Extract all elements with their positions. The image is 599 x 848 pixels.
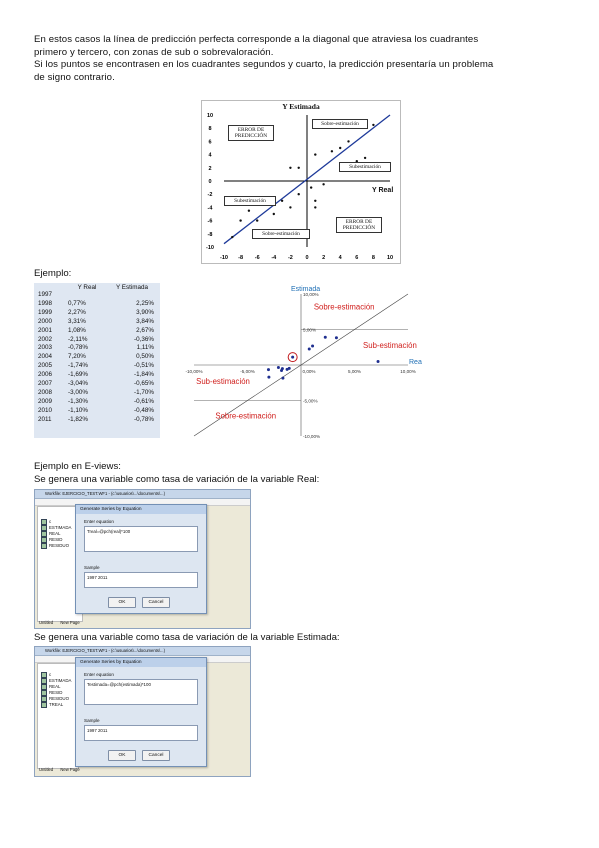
- table-cell-year: 2007: [38, 380, 53, 388]
- sub-right-label: Subestimación: [339, 162, 391, 172]
- diagram-point: [256, 219, 258, 221]
- workfile-object-name: ESTIMADA: [49, 525, 72, 531]
- table-row: [36, 300, 158, 309]
- table-header-year: [36, 283, 68, 291]
- eviews2-window-title: Workfile: EJERCICIO_TEST.WF1 - (c:\usuarios\...\documents\...): [45, 648, 165, 653]
- sobre-bottom-label: Sobre-estimación: [252, 229, 310, 239]
- diagram-y-tick: 2: [208, 165, 212, 172]
- diagram-point: [310, 186, 312, 188]
- table-cell-year: 1998: [38, 299, 53, 307]
- chart-x-tick: -5,00%: [240, 369, 255, 374]
- table-cell-year: 1997: [38, 291, 53, 298]
- chart-point: [324, 336, 327, 339]
- workfile-object-name: RESIDUO: [49, 543, 70, 549]
- intro-paragraph: [34, 34, 574, 84]
- intro-line-3: Si los puntos se encontrasen en los cuadrantes segundos y cuarto, la predicción presentaría un problema: [34, 59, 494, 71]
- table-row: [36, 309, 158, 318]
- eviews-caption-1: Se genera una variable como tasa de variación de la variable Real:: [34, 474, 320, 485]
- chart-annotation-sub-left: Sub-estimación: [196, 377, 250, 387]
- eviews2-enter-label: Enter equation: [84, 672, 114, 677]
- table-cell-year: 2006: [38, 371, 53, 379]
- eviews-screenshot-1: [34, 489, 251, 629]
- eviews-screenshot-2: [34, 646, 251, 777]
- workfile-object-name: REAL: [49, 684, 61, 690]
- table-cell-year: 2000: [38, 317, 53, 325]
- table-cell-real: 7,20%: [68, 353, 86, 361]
- scatter-chart-svg: [172, 284, 422, 440]
- chart-x-tick: -10,00%: [185, 369, 203, 374]
- sub-left-label: Subestimación: [224, 196, 276, 206]
- diagram-x-tick: 2: [322, 255, 326, 261]
- diagram-y-tick: -8: [207, 231, 213, 238]
- table-cell-estimada: 3,84%: [136, 317, 154, 325]
- diagram-point: [239, 219, 241, 221]
- eviews2-tabs: [39, 767, 80, 772]
- eviews1-dialog: [75, 504, 207, 614]
- workfile-object-name: ESTIMADA: [49, 678, 72, 684]
- table-cell-estimada: -1,84%: [134, 371, 154, 379]
- diagram-x-tick: -10: [220, 255, 228, 261]
- table-cell-year: 2010: [38, 406, 53, 414]
- chart-point: [308, 348, 311, 351]
- table-cell-year: 2005: [38, 362, 53, 370]
- eviews2-sample-input[interactable]: 1997 2011: [84, 725, 198, 741]
- diagram-point: [231, 236, 233, 238]
- diagram-x-tick: -8: [238, 255, 244, 261]
- chart-point: [280, 369, 283, 372]
- diagram-point: [364, 157, 366, 159]
- diagram-y-tick: -4: [207, 205, 213, 212]
- table-row: [36, 327, 158, 336]
- diagram-point: [322, 183, 324, 185]
- table-cell-real: -3,00%: [68, 388, 88, 396]
- table-cell-real: 1,08%: [68, 326, 86, 334]
- eviews1-cancel-button[interactable]: Cancel: [142, 597, 170, 608]
- table-row: [36, 389, 158, 398]
- workfile-object-name: RESID: [49, 690, 63, 696]
- eviews1-equation-input[interactable]: Treal=@pch(real)*100: [84, 526, 198, 552]
- chart-point: [267, 368, 270, 371]
- chart-y-tick: -5,00%: [303, 398, 318, 404]
- eviews2-equation-input[interactable]: Testimada=@pch(estimada)*100: [84, 679, 198, 705]
- eviews2-titlebar: [35, 647, 250, 656]
- chart-point: [311, 345, 314, 348]
- table-cell-real: -1,30%: [68, 397, 88, 405]
- diagram-x-tick: -2: [287, 255, 293, 261]
- chart-y-tick: -10,00%: [303, 434, 321, 439]
- table-row: [36, 398, 158, 407]
- chart-y-tick: 5,00%: [303, 327, 317, 333]
- table-header-real: Y Real: [77, 283, 97, 291]
- chart-point: [288, 367, 291, 370]
- table-cell-estimada: -1,70%: [134, 388, 154, 396]
- eviews2-dialog: [75, 657, 207, 767]
- table-cell-real: 3,31%: [68, 317, 86, 325]
- table-cell-estimada: 1,11%: [136, 344, 154, 352]
- table-cell-real: -2,11%: [68, 335, 88, 343]
- intro-line-2: primero y tercero, con zonas de sub o sobrevaloración.: [34, 46, 274, 58]
- table-row: [36, 407, 158, 416]
- sobre-top-label: Sobre-estimación: [312, 119, 368, 129]
- workfile-object-name: RESID: [49, 537, 63, 543]
- workfile-object[interactable]: [41, 702, 78, 708]
- table-cell-estimada: 2,25%: [136, 299, 154, 307]
- chart-point: [281, 377, 284, 380]
- diagram-point: [273, 213, 275, 215]
- table-cell-estimada: 0,50%: [136, 353, 154, 361]
- table-cell-real: -3,04%: [68, 380, 88, 388]
- diagram-y-tick: 8: [208, 126, 212, 133]
- eviews1-dialog-title: Generate Series by Equation: [76, 505, 206, 514]
- table-cell-real: -1,82%: [68, 415, 88, 423]
- chart-x-tick: 10,00%: [400, 369, 416, 374]
- chart-point: [335, 336, 338, 339]
- table-cell-year: 2009: [38, 397, 53, 405]
- eviews1-ok-button[interactable]: OK: [108, 597, 136, 608]
- table-cell-year: 2001: [38, 326, 53, 334]
- diagram-y-tick: 6: [208, 139, 212, 146]
- eviews2-cancel-button[interactable]: Cancel: [142, 750, 170, 761]
- workfile-object-name: REAL: [49, 531, 61, 537]
- table-cell-estimada: -0,51%: [134, 362, 154, 370]
- table-row: [36, 353, 158, 362]
- table-cell-real: -0,78%: [68, 344, 88, 352]
- eviews2-sample-label: Sample: [84, 718, 100, 723]
- table-cell-estimada: [106, 291, 158, 300]
- diagram-x-tick: 8: [371, 255, 375, 261]
- chart-y-tick: 10,00%: [303, 292, 319, 297]
- table-cell-real: -1,74%: [68, 362, 88, 370]
- table-cell-year: 2008: [38, 388, 53, 396]
- table-cell-year: 2003: [38, 344, 53, 352]
- table-row: [36, 344, 158, 353]
- table-cell-real: 0,77%: [68, 299, 86, 307]
- table-cell-estimada: -0,65%: [134, 380, 154, 388]
- eviews1-tab-newpage[interactable]: New Page: [60, 620, 80, 625]
- table-row: [36, 362, 158, 371]
- diagram-point: [281, 200, 283, 202]
- chart-x-tick: 5,00%: [347, 369, 362, 374]
- eviews1-sample-input[interactable]: 1997 2011: [84, 572, 198, 588]
- diagram-x-tick: 10: [386, 255, 394, 261]
- eviews1-window-title: Workfile: EJERCICIO_TEST.WF1 - (c:\usuarios\...\documents\...): [45, 491, 165, 496]
- table-row: [36, 416, 158, 425]
- diagram-y-tick: 4: [208, 152, 212, 159]
- eviews2-tab-newpage[interactable]: New Page: [60, 767, 80, 772]
- diagram-y-tick: 10: [206, 113, 214, 119]
- diagram-point: [314, 206, 316, 208]
- diagram-point: [347, 140, 349, 142]
- table-cell-real: [68, 291, 106, 300]
- eviews1-sample-label: Sample: [84, 565, 100, 570]
- table-cell-year: 1999: [38, 308, 53, 316]
- workfile-object-name: TREAL: [49, 702, 64, 708]
- table-cell-year: 2004: [38, 353, 53, 361]
- series-icon: [41, 543, 47, 549]
- diagram-y-tick: 0: [208, 179, 212, 185]
- chart-annotation-sobre-bottom: Sobre-estimación: [215, 411, 277, 421]
- error-top-label: ERROR DE PREDICCIÓN: [228, 125, 274, 141]
- diagram-x-tick: 6: [355, 255, 359, 261]
- chart-x-label: Real: [409, 359, 422, 366]
- eviews-caption-2: Se genera una variable como tasa de variación de la variable Estimada:: [34, 632, 340, 643]
- eviews2-dialog-title: Generate Series by Equation: [76, 658, 206, 667]
- chart-point: [377, 360, 380, 363]
- chart-point: [267, 376, 270, 379]
- prediction-diagram: [201, 100, 401, 264]
- chart-point: [291, 356, 294, 359]
- chart-annotation-sub-right: Sub-estimación: [363, 340, 417, 350]
- eviews2-ok-button[interactable]: OK: [108, 750, 136, 761]
- table-cell-real: -1,10%: [68, 406, 88, 414]
- eviews2-tab-untitled[interactable]: Untitled: [39, 767, 54, 772]
- diagram-x-tick: -4: [271, 255, 277, 261]
- eviews-heading: Ejemplo en E-views:: [34, 461, 121, 472]
- diagram-x-axis-label: Y Real: [372, 187, 394, 194]
- diagram-point: [314, 153, 316, 155]
- eviews1-enter-label: Enter equation: [84, 519, 114, 524]
- table-cell-estimada: 2,67%: [136, 326, 154, 334]
- table-cell-estimada: -0,48%: [134, 406, 154, 414]
- table-cell-estimada: -0,61%: [134, 397, 154, 405]
- workfile-object-name: RESIDUO: [49, 696, 70, 702]
- table-row: [36, 380, 158, 389]
- diagram-point: [314, 200, 316, 202]
- workfile-object-name: c: [49, 672, 52, 678]
- diagram-y-tick: -2: [207, 192, 213, 199]
- table-cell-estimada: -0,36%: [134, 335, 154, 343]
- chart-annotation-sobre-top: Sobre-estimación: [313, 302, 375, 312]
- eviews1-titlebar: [35, 490, 250, 499]
- table-row: [36, 336, 158, 345]
- data-table-grid: [36, 283, 158, 425]
- series-icon: [41, 702, 47, 708]
- table-cell-estimada: 3,90%: [136, 308, 154, 316]
- diagram-y-tick: -10: [206, 245, 214, 251]
- error-bottom-label: ERROR DE PREDICCIÓN: [336, 217, 382, 233]
- table-cell-real: -1,69%: [68, 371, 88, 379]
- table-row: [36, 291, 158, 300]
- diagram-x-tick: 4: [338, 255, 342, 261]
- table-cell-year: 2002: [38, 335, 53, 343]
- chart-point: [277, 366, 280, 369]
- diagram-title: Y Estimada: [282, 102, 320, 111]
- diagram-point: [289, 167, 291, 169]
- table-cell-estimada: -0,78%: [134, 415, 154, 423]
- table-cell-year: 2011: [38, 415, 52, 423]
- chart-x-tick: 0,00%: [302, 369, 316, 374]
- diagram-point: [372, 124, 374, 126]
- scatter-chart: [172, 284, 422, 440]
- chart-y-label: Estimada: [291, 286, 321, 293]
- data-table: [34, 283, 160, 438]
- diagram-y-tick: -6: [207, 218, 213, 225]
- diagram-x-tick: -6: [254, 255, 260, 261]
- intro-line-1: En estos casos la línea de predicción perfecta corresponde a la diagonal que atraviesa los cuadrantes: [34, 34, 479, 45]
- eviews1-tab-untitled[interactable]: Untitled: [39, 620, 54, 625]
- diagram-point: [298, 167, 300, 169]
- diagram-point: [339, 147, 341, 149]
- intro-line-4: de signo contrario.: [34, 71, 115, 83]
- diagram-point: [298, 193, 300, 195]
- workfile-object-name: c: [49, 519, 52, 525]
- diagram-point: [331, 150, 333, 152]
- diagram-point: [289, 206, 291, 208]
- table-row: [36, 371, 158, 380]
- table-header-estimada: Y Estimada: [115, 283, 149, 291]
- table-row: [36, 318, 158, 327]
- ejemplo-heading: Ejemplo:: [34, 268, 72, 279]
- diagram-point: [248, 210, 250, 212]
- eviews2-workfile-list: [37, 663, 79, 769]
- diagram-x-tick: 0: [305, 255, 309, 261]
- table-cell-real: 2,27%: [68, 308, 86, 316]
- eviews1-tabs: [39, 620, 80, 625]
